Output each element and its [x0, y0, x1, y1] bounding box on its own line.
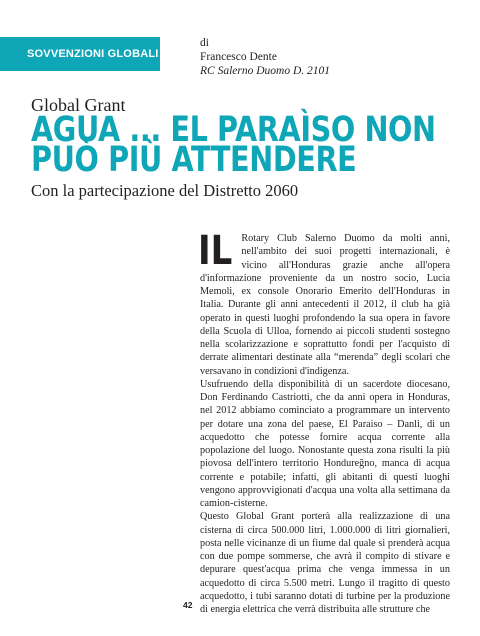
- subtitle: Con la partecipazione del Distretto 2060: [31, 181, 299, 200]
- headline: AGUA ... EL PARAÌSO NON PUÒ PIÙ ATTENDERE: [31, 110, 436, 180]
- article-paragraph: [198, 228, 450, 378]
- kicker: Global Grant: [31, 95, 126, 115]
- section-tag: [0, 37, 160, 71]
- article-paragraph: Questo Global Grant porterà alla realizzazione di una cisterna di circa 500.000 litri, 1.000.000 di litri giornalieri, posta nelle vicinanze di un fiume dal quale si prenderà acqua con due pompe sommerse, che avrà il compito di stivare e depurare quest'acqua prima che venga immessa in un acquedotto di circa 5.500 metri. Lungo il tragitto di questo acquedotto, i tubi saranno dotati di turbine per la produzione di energia elettrica che verrà distribuita alle strutture che: [200, 511, 450, 615]
- byline-prefix: di: [200, 37, 209, 49]
- drop-cap: IL: [198, 228, 233, 274]
- byline: [200, 36, 330, 78]
- section-label: SOVVENZIONI GLOBALI: [27, 48, 159, 60]
- paragraph-text: Rotary Club Salerno Duomo da molti anni, nell'ambito dei suoi progetti internazionali, è vicino all'Honduras grazie anche all'opera d'informazione proveniente da un nostro socio, Lucia Memoli, ex console Onorario Emerito dell'Honduras in Italia. Durante gli anni antecedenti il 2012, il club ha già operato in questi luoghi profondendo la sua opera in favore della Scuola di Ulloa, fornendo ai piccoli studenti sostegno nella scolarizzazione e soprattutto fondi per l'acquisto di derrate alimentari destinate alla “merenda” degli scolari che versavano in condizioni d'indigenza.: [200, 233, 450, 377]
- byline-author: Francesco Dente: [200, 51, 277, 63]
- page-number: 42: [183, 600, 193, 610]
- article-body: [198, 228, 450, 616]
- byline-role: RC Salerno Duomo D. 2101: [200, 65, 331, 77]
- article-paragraph: Usufruendo della disponibilità di un sacerdote diocesano, Don Ferdinando Castriotti, che da anni opera in Honduras, nel 2012 abbiamo cominciato a programmare un intervento per dotare una zona del paese, El Paraiso – Danli, di un acquedotto che potesse fornire acqua corrente alla popolazione del luogo. Nonostante questa zona risulti la più piovosa dell'intero territorio Hondureğno, manca di acqua corrente e potabile; infatti, gli abitanti di questi luoghi vengono approvvigionati d'acqua una volta alla settimana da camion-cisterne.: [200, 378, 450, 509]
